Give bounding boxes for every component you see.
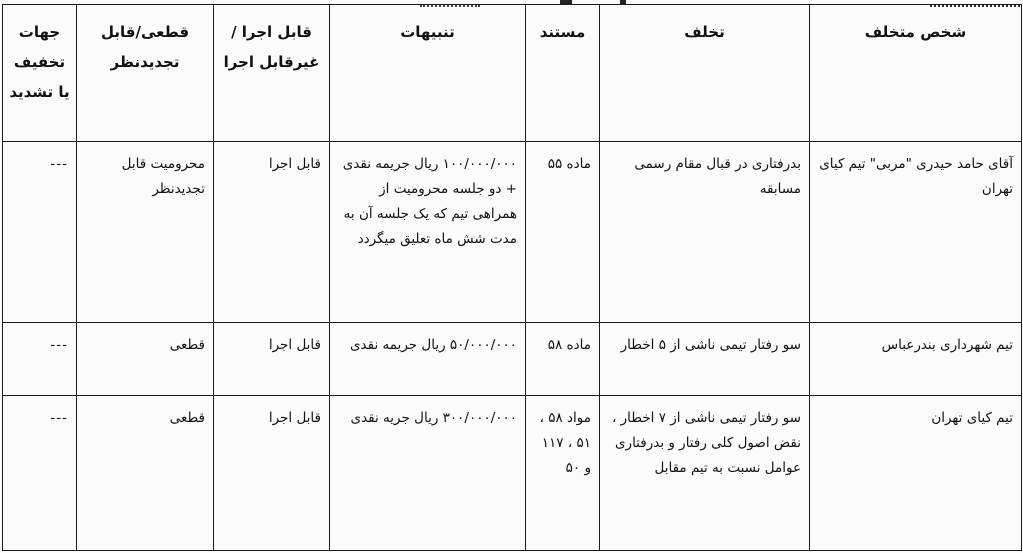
- table-row: [3, 395, 1022, 550]
- cell-violation: سو رفتار تیمی ناشی از ۵ اخطار: [600, 323, 810, 395]
- cell-penalties: ۱۰۰/۰۰۰/۰۰۰ ریال جریمه نقدی + دو جلسه محرومیت از همراهی تیم که یک جلسه آن به مدت شش ماه تعلیق میگردد: [330, 142, 526, 323]
- header-enforceability: قابل اجرا /غیرقابل اجرا: [214, 5, 330, 142]
- cell-finality: قطعی: [77, 395, 214, 550]
- cell-finality: قطعی: [77, 323, 214, 395]
- cell-mitigation: ---: [3, 323, 77, 395]
- header-violation: تخلف: [600, 5, 810, 142]
- header-penalties: تنبیهات: [330, 5, 526, 142]
- cell-mitigation: ---: [3, 395, 77, 550]
- table-row: [3, 142, 1022, 323]
- cell-violation: بدرفتاری در قبال مقام رسمی مسابقه: [600, 142, 810, 323]
- cell-violator: تیم شهرداری بندرعباس: [810, 323, 1022, 395]
- cell-basis: ماده ۵۵: [526, 142, 600, 323]
- header-violator: شخص متخلف: [810, 5, 1022, 142]
- disciplinary-rulings-table: [2, 4, 1022, 551]
- cell-basis: ماده ۵۸: [526, 323, 600, 395]
- table-row: [3, 323, 1022, 395]
- header-mitigation: جهات تخفیف یا تشدید: [3, 5, 77, 142]
- cell-violator: تیم کیای تهران: [810, 395, 1022, 550]
- cell-violator: آقای حامد حیدری "مربی" تیم کیای تهران: [810, 142, 1022, 323]
- cell-penalties: ۵۰/۰۰۰/۰۰۰ ریال جریمه نقدی: [330, 323, 526, 395]
- cell-mitigation: ---: [3, 142, 77, 323]
- cell-enforceability: قابل اجرا: [214, 142, 330, 323]
- cell-basis: مواد ۵۸ ، ۵۱ ، ۱۱۷ و ۵۰: [526, 395, 600, 550]
- header-finality: قطعی/قابل تجدیدنظر: [77, 5, 214, 142]
- cell-finality: محرومیت قابل تجدیدنظر: [77, 142, 214, 323]
- header-basis: مستند: [526, 5, 600, 142]
- cell-violation: سو رفتار تیمی ناشی از ۷ اخطار ، نقض اصول کلی رفتار و بدرفتاری عوامل نسبت به تیم مقابل: [600, 395, 810, 550]
- header-row: [3, 5, 1022, 142]
- cell-enforceability: قابل اجرا: [214, 323, 330, 395]
- cell-penalties: ۳۰۰/۰۰۰/۰۰۰ ریال جریه نقدی: [330, 395, 526, 550]
- cell-enforceability: قابل اجرا: [214, 395, 330, 550]
